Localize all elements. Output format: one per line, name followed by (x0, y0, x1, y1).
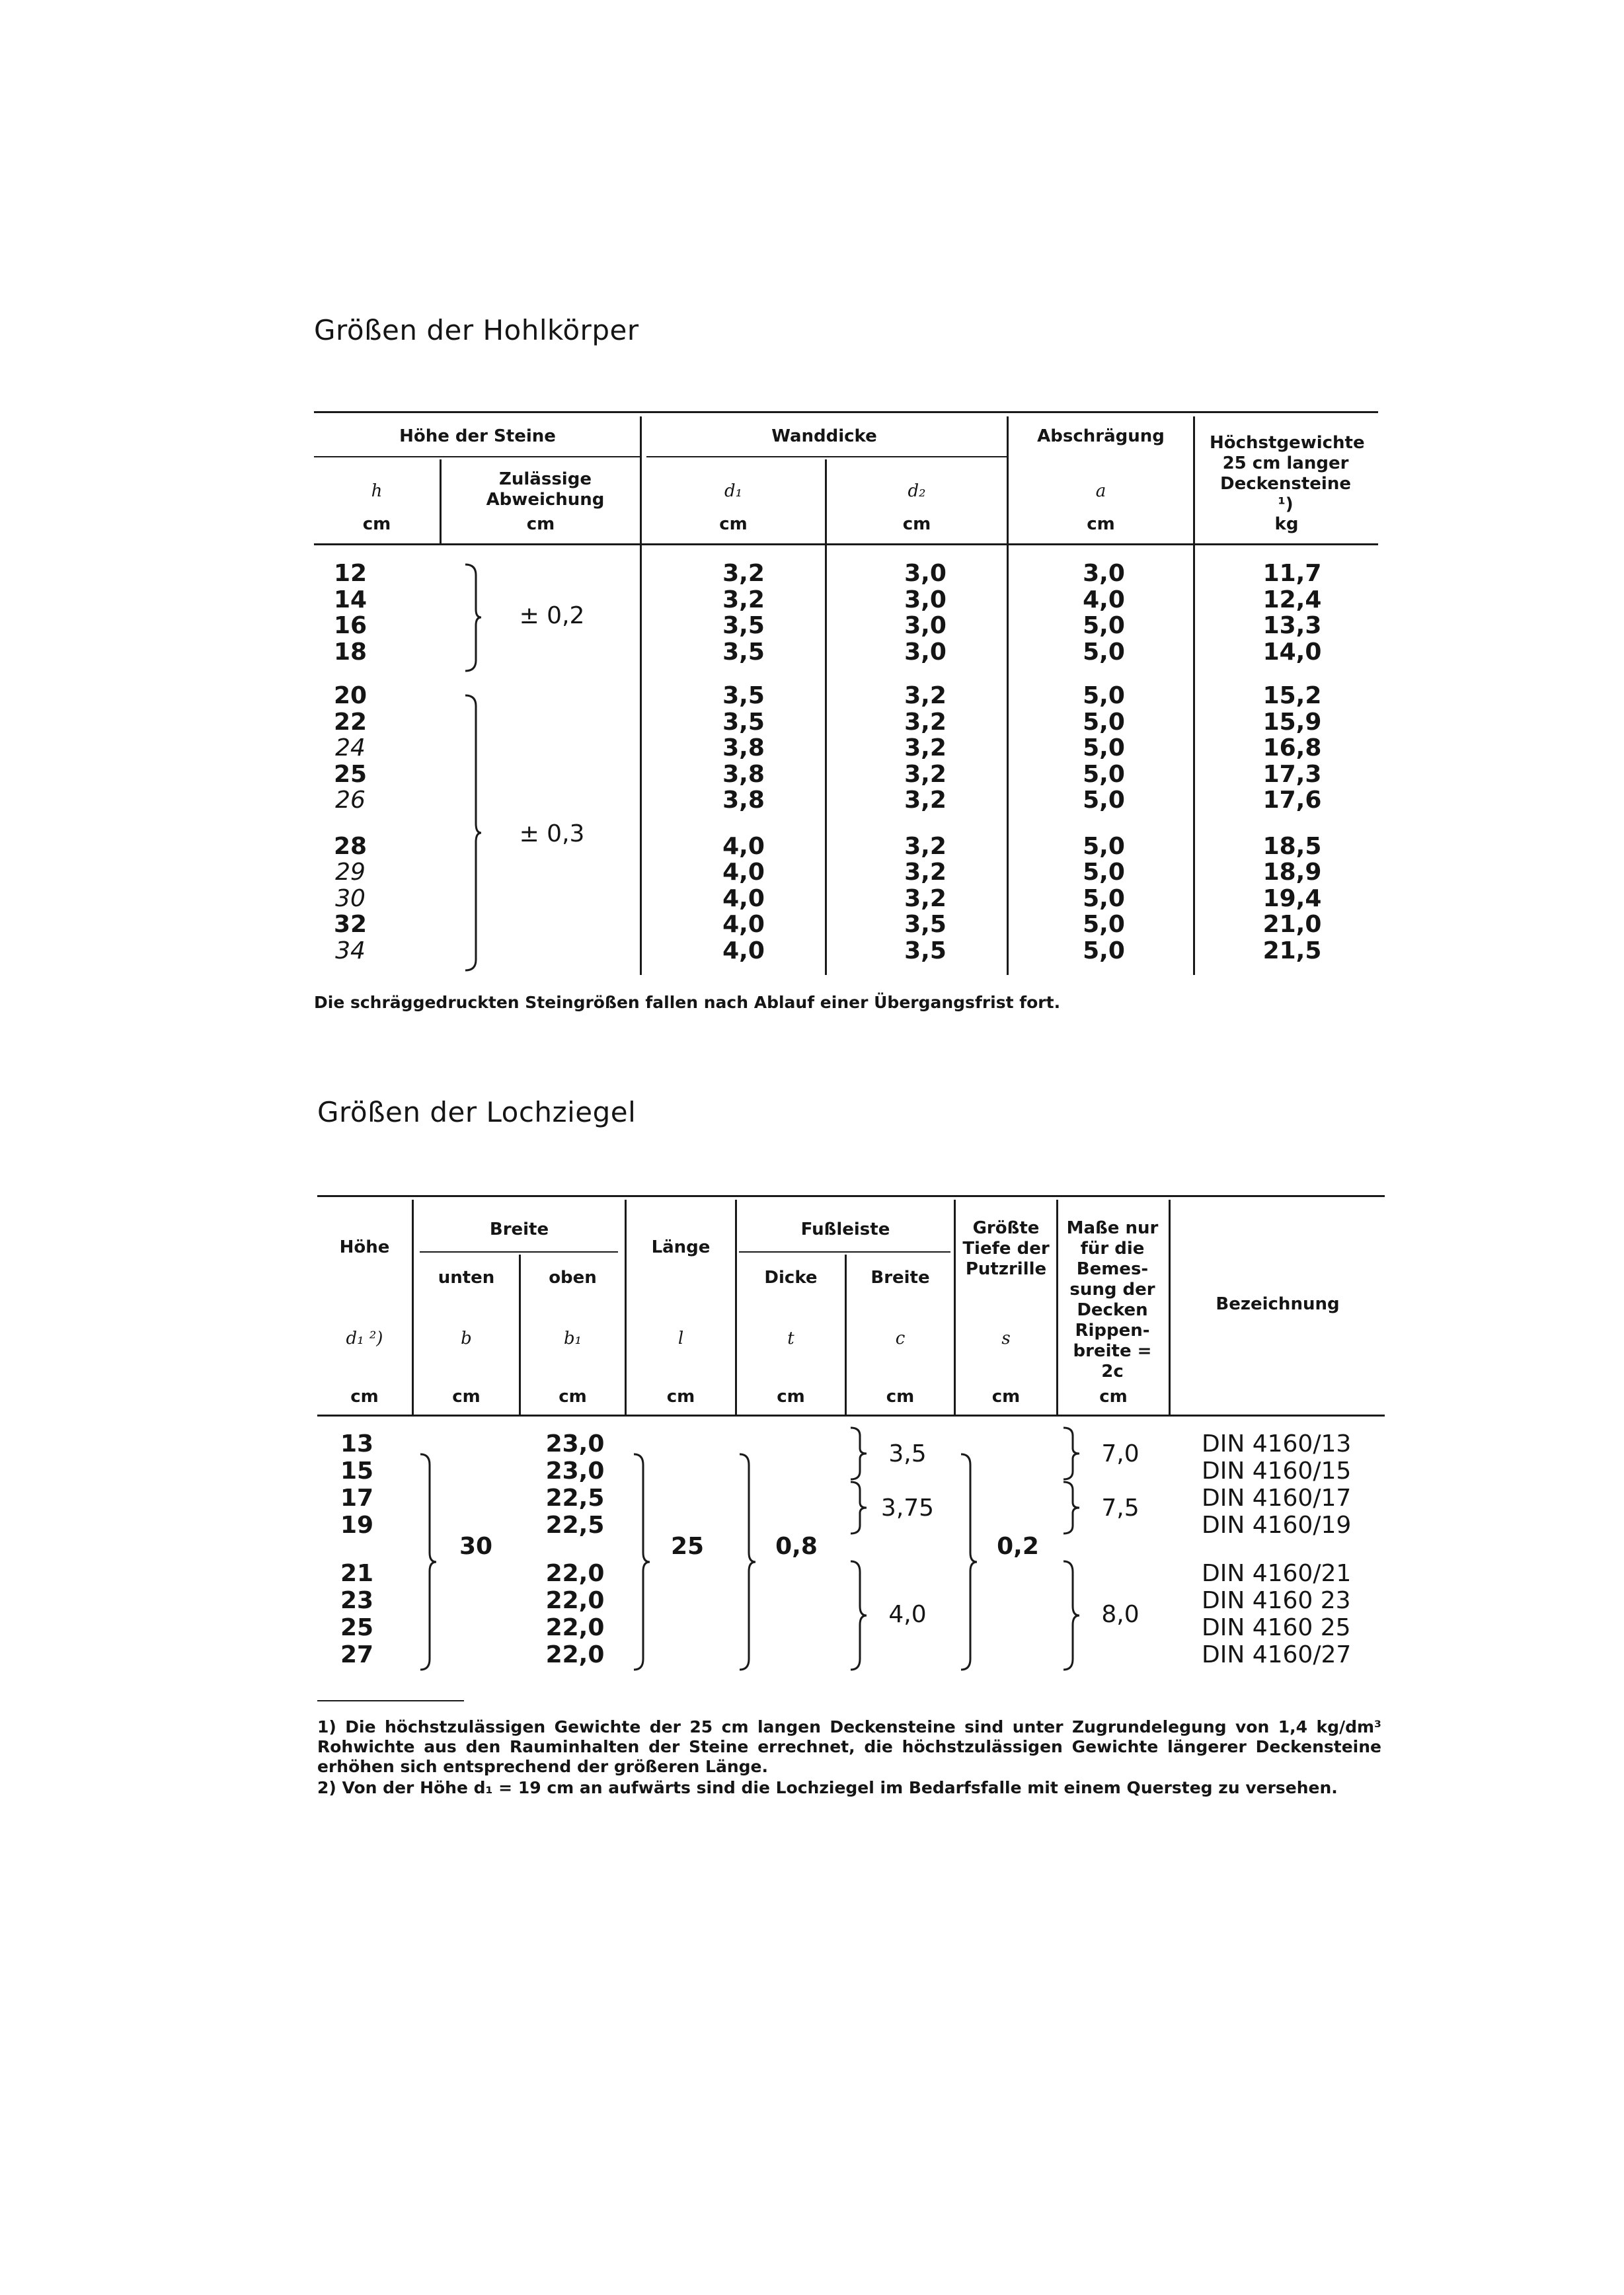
table1-cell-h: 26 (335, 787, 366, 814)
table1-cell-h: 34 (335, 937, 366, 964)
table2-unten-unit: cm (452, 1387, 481, 1407)
table1-cell-d1: 4,0 (722, 911, 765, 938)
table1-cell-h: 12 (333, 560, 367, 587)
table2-breite-unit: cm (886, 1387, 915, 1407)
footnote-2: 2) Von der Höhe d₁ = 19 cm an aufwärts sind die Lochziegel im Bedarfsfalle mit einem Quersteg zu versehen. (317, 1778, 1338, 1797)
table2-tiefe-header: Größte Tiefe der Putzrille (962, 1218, 1050, 1279)
table1-cell-d1: 4,0 (722, 832, 765, 860)
table2-cell-oben: 23,0 (545, 1430, 605, 1458)
table2-laenge-header: Länge (651, 1237, 711, 1257)
table1-cell-h: 24 (335, 734, 366, 761)
table1-cell-d2: 3,5 (904, 911, 947, 938)
table2-title: Größen der Lochziegel (317, 1096, 637, 1128)
table2-rippen-3: 8,0 (1101, 1601, 1140, 1628)
table1-brace-group1 (463, 563, 483, 672)
table1-cell-d2: 3,0 (904, 560, 947, 587)
table2-vline-7 (1056, 1200, 1058, 1415)
table2-brace-fuss-1 (848, 1426, 868, 1481)
table1-cell-a: 3,0 (1083, 560, 1125, 587)
table2-unten-value: 30 (459, 1533, 493, 1560)
table2-tiefe-symbol: s (1001, 1329, 1011, 1348)
table1-cell-d2: 3,2 (904, 884, 947, 912)
table1-cell-h: 32 (333, 911, 367, 938)
table2-masse-header: Maße nur für die Bemes- sung der Decken Rippen- breite = 2c (1066, 1218, 1159, 1381)
table2-cell-bezeichnung: DIN 4160/21 (1202, 1560, 1352, 1587)
table1-cell-d2: 3,2 (904, 859, 947, 886)
table2-fuss-breite-1: 3,5 (888, 1440, 927, 1467)
table2-cell-hoehe: 25 (340, 1614, 374, 1641)
table1-a-symbol: a (1095, 481, 1106, 501)
table2-vline-3 (625, 1200, 627, 1415)
table2-laenge-unit: cm (666, 1387, 695, 1407)
table2-rippen-1: 7,0 (1101, 1440, 1140, 1467)
table1-wand-rule (646, 456, 1007, 457)
table1-hoehe-rule (314, 456, 641, 457)
table1-zul-unit: cm (526, 514, 555, 534)
table2-cell-hoehe: 23 (340, 1587, 374, 1614)
table2-bezeichnung-header: Bezeichnung (1216, 1294, 1340, 1314)
table2-cell-hoehe: 21 (340, 1560, 374, 1587)
table2-unten-header: unten (438, 1268, 495, 1288)
table2-unten-symbol: b (461, 1329, 472, 1348)
table2-hoehe-symbol: d₁ ²) (346, 1329, 383, 1348)
table1-cell-a: 5,0 (1083, 884, 1125, 912)
table1-cell-a: 5,0 (1083, 708, 1125, 736)
table2-cell-bezeichnung: DIN 4160 23 (1202, 1587, 1351, 1614)
table2-oben-header: oben (549, 1268, 597, 1288)
table2-breite-rule (420, 1251, 618, 1253)
table1-d1-symbol: d₁ (724, 481, 743, 501)
table1-cell-h: 14 (333, 586, 367, 613)
table2-brace-rippen-3 (1061, 1560, 1081, 1671)
table2-hoehe-header: Höhe (339, 1237, 390, 1257)
table2-brace-tiefe (958, 1453, 978, 1671)
table2-cell-oben: 23,0 (545, 1458, 605, 1485)
table1-cell-d1: 4,0 (722, 884, 765, 912)
table2-cell-oben: 22,0 (545, 1560, 605, 1587)
table1-cell-h: 29 (335, 859, 366, 886)
table2-cell-hoehe: 13 (340, 1430, 374, 1458)
table1-cell-d1: 3,2 (722, 560, 765, 587)
table2-fussleiste-group-header: Fußleiste (800, 1220, 890, 1239)
table1-cell-kg: 18,9 (1262, 859, 1322, 886)
table1-cell-d2: 3,2 (904, 734, 947, 761)
table1-cell-d2: 3,2 (904, 682, 947, 709)
table1-cell-kg: 11,7 (1262, 560, 1322, 587)
table2-cell-oben: 22,5 (545, 1512, 605, 1539)
table2-cell-oben: 22,5 (545, 1485, 605, 1512)
table1-d1-unit: cm (719, 514, 748, 534)
table1-cell-a: 5,0 (1083, 612, 1125, 639)
table2-breite-symbol: c (895, 1329, 906, 1348)
table1-cell-d1: 4,0 (722, 937, 765, 964)
table1-cell-d2: 3,2 (904, 708, 947, 736)
table2-fuss-rule (739, 1251, 950, 1253)
table2-dicke-symbol: t (787, 1329, 794, 1348)
table2-cell-bezeichnung: DIN 4160/27 (1202, 1641, 1352, 1668)
table1-cell-kg: 21,5 (1262, 937, 1322, 964)
table1-cell-kg: 17,3 (1262, 760, 1322, 788)
table1-vline-3 (825, 459, 827, 975)
table1-cell-a: 4,0 (1083, 586, 1125, 613)
table2-header-bottom-rule (317, 1415, 1385, 1417)
table1-cell-d1: 3,5 (722, 638, 765, 666)
table1-cell-a: 5,0 (1083, 911, 1125, 938)
table1-tolerance-2: ± 0,3 (519, 820, 585, 847)
table1-cell-a: 5,0 (1083, 638, 1125, 666)
table1-wanddicke-header: Wanddicke (771, 426, 877, 446)
table2-rippen-2: 7,5 (1101, 1495, 1140, 1522)
table2-cell-oben: 22,0 (545, 1641, 605, 1668)
table1-cell-d1: 3,2 (722, 586, 765, 613)
table2-brace-fuss-3 (848, 1560, 868, 1671)
table2-cell-oben: 22,0 (545, 1587, 605, 1614)
table1-cell-h: 16 (333, 612, 367, 639)
table2-brace-unten (418, 1453, 438, 1671)
table2-cell-bezeichnung: DIN 4160 25 (1202, 1614, 1351, 1641)
table1-top-rule (314, 411, 1378, 413)
table2-laenge-symbol: l (677, 1329, 684, 1348)
table2-hoehe-unit: cm (350, 1387, 379, 1407)
table1-cell-kg: 13,3 (1262, 612, 1322, 639)
table1-hoechstgewichte-header: Höchstgewichte 25 cm langer Deckensteine ¹) (1210, 433, 1365, 514)
table1-cell-a: 5,0 (1083, 859, 1125, 886)
table2-cell-oben: 22,0 (545, 1614, 605, 1641)
table1-cell-d2: 3,2 (904, 787, 947, 814)
table1-a-unit: cm (1087, 514, 1115, 534)
table1-abschraegung-header: Abschrägung (1037, 426, 1165, 446)
table1-cell-d1: 3,5 (722, 708, 765, 736)
table2-cell-bezeichnung: DIN 4160/19 (1202, 1512, 1352, 1539)
table2-fuss-breite-3: 4,0 (888, 1601, 927, 1628)
table2-breite-group-header: Breite (489, 1220, 549, 1239)
table1-cell-kg: 15,2 (1262, 682, 1322, 709)
table1-vline-5 (1193, 416, 1195, 975)
table2-fuss-breite-2: 3,75 (880, 1495, 935, 1522)
table1-cell-h: 25 (333, 760, 367, 788)
table2-cell-bezeichnung: DIN 4160/13 (1202, 1430, 1352, 1458)
table1-cell-h: 20 (333, 682, 367, 709)
table2-brace-rippen-1 (1061, 1426, 1081, 1481)
table1-cell-kg: 21,0 (1262, 911, 1322, 938)
table2-cell-bezeichnung: DIN 4160/17 (1202, 1485, 1352, 1512)
table2-oben-symbol: b₁ (563, 1329, 582, 1348)
table1-cell-h: 18 (333, 638, 367, 666)
table2-oben-unit: cm (559, 1387, 587, 1407)
table2-vline-6 (954, 1200, 956, 1415)
table1-cell-d1: 3,8 (722, 760, 765, 788)
table1-cell-a: 5,0 (1083, 734, 1125, 761)
table2-cell-bezeichnung: DIN 4160/15 (1202, 1458, 1352, 1485)
table1-cell-d2: 3,0 (904, 638, 947, 666)
table1-cell-d2: 3,0 (904, 612, 947, 639)
table1-cell-d1: 3,5 (722, 682, 765, 709)
table2-dicke-unit: cm (777, 1387, 805, 1407)
table1-cell-d1: 4,0 (722, 859, 765, 886)
table1-cell-h: 28 (333, 832, 367, 860)
table1-title: Größen der Hohlkörper (314, 314, 639, 346)
table2-laenge-value: 25 (670, 1533, 705, 1560)
table2-cell-hoehe: 19 (340, 1512, 374, 1539)
table1-cell-kg: 19,4 (1262, 884, 1322, 912)
table1-cell-kg: 15,9 (1262, 708, 1322, 736)
table1-cell-d2: 3,2 (904, 760, 947, 788)
table1-cell-d1: 3,8 (722, 787, 765, 814)
table2-cell-hoehe: 27 (340, 1641, 374, 1668)
table1-cell-d2: 3,0 (904, 586, 947, 613)
table1-cell-kg: 14,0 (1262, 638, 1322, 666)
table1-brace-group2 (463, 694, 483, 972)
table1-hoehe-group-header: Höhe der Steine (399, 426, 556, 446)
table2-cell-hoehe: 15 (340, 1458, 374, 1485)
table1-tolerance-1: ± 0,2 (519, 602, 585, 629)
table1-cell-a: 5,0 (1083, 682, 1125, 709)
table1-note: Die schräggedruckten Steingrößen fallen nach Ablauf einer Übergangsfrist fort. (314, 993, 1061, 1012)
table2-breite-header: Breite (870, 1268, 930, 1288)
table1-cell-h: 30 (335, 884, 366, 912)
table1-cell-a: 5,0 (1083, 832, 1125, 860)
table2-top-rule (317, 1195, 1385, 1197)
table1-kg-unit: kg (1274, 514, 1299, 534)
table1-zul-header: Zulässige Abweichung (486, 469, 605, 510)
table1-h-symbol: h (371, 481, 383, 501)
table1-cell-kg: 12,4 (1262, 586, 1322, 613)
table2-tiefe-value: 0,2 (997, 1533, 1039, 1560)
table1-h-unit: cm (362, 514, 391, 534)
table2-cell-hoehe: 17 (340, 1485, 374, 1512)
table2-tiefe-unit: cm (991, 1387, 1021, 1407)
table2-brace-fuss-2 (848, 1481, 868, 1535)
table1-cell-d2: 3,2 (904, 832, 947, 860)
table2-brace-dicke (737, 1453, 757, 1671)
table1-header-bottom-rule (314, 543, 1378, 545)
table1-cell-d2: 3,5 (904, 937, 947, 964)
table1-cell-kg: 16,8 (1262, 734, 1322, 761)
table1-cell-a: 5,0 (1083, 937, 1125, 964)
table2-dicke-header: Dicke (764, 1268, 818, 1288)
table1-d2-symbol: d₂ (908, 481, 926, 501)
table1-d2-unit: cm (902, 514, 931, 534)
table1-cell-d1: 3,8 (722, 734, 765, 761)
table1-cell-a: 5,0 (1083, 760, 1125, 788)
table1-cell-h: 22 (333, 708, 367, 736)
table2-brace-rippen-2 (1061, 1481, 1081, 1535)
table2-masse-unit: cm (1099, 1387, 1128, 1407)
footnote-1: 1) Die höchstzulässigen Gewichte der 25 cm langen Deckensteine sind unter Zugrundelegung von 1,4 kg/dm³ Rohwichte aus den Rauminhalten der Steine errechnet, die höchstzulässigen Gewichte längerer Deckensteine erhöhen sich entsprechend der größeren Länge. (317, 1717, 1381, 1776)
table1-cell-kg: 18,5 (1262, 832, 1322, 860)
table1-cell-a: 5,0 (1083, 787, 1125, 814)
footnote-separator (317, 1700, 464, 1701)
table2-brace-laenge (631, 1453, 651, 1671)
table1-cell-kg: 17,6 (1262, 787, 1322, 814)
table1-cell-d1: 3,5 (722, 612, 765, 639)
table2-dicke-value: 0,8 (775, 1533, 818, 1560)
